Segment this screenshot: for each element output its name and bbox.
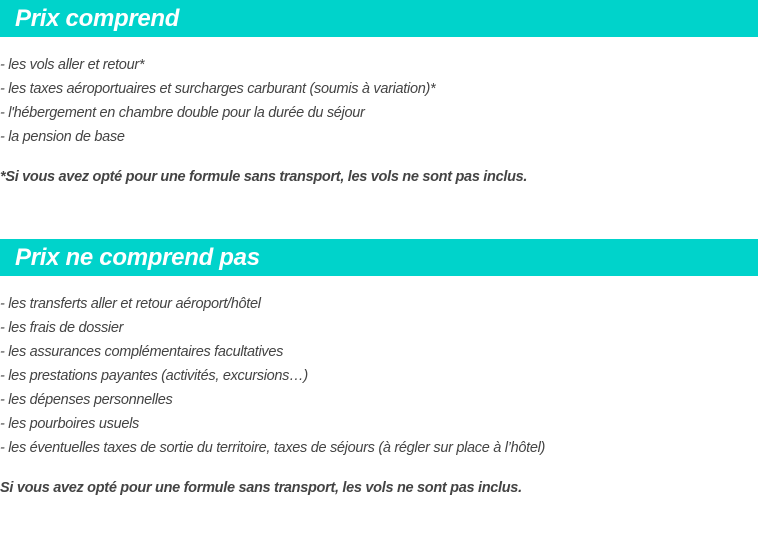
list-item: - les frais de dossier bbox=[0, 320, 124, 336]
list-item: - les assurances complémentaires facultatives bbox=[0, 344, 284, 360]
included-note: *Si vous avez opté pour une formule sans transport, les vols ne sont pas inclus. bbox=[0, 169, 528, 185]
list-item: - l'hébergement en chambre double pour la durée du séjour bbox=[0, 105, 365, 121]
section-header-not-included bbox=[0, 239, 758, 276]
list-item: - les transferts aller et retour aéroport/hôtel bbox=[0, 296, 261, 312]
list-item: - les dépenses personnelles bbox=[0, 392, 173, 408]
included-list bbox=[0, 53, 435, 149]
list-item: - les taxes aéroportuaires et surcharges carburant (soumis à variation)* bbox=[0, 81, 436, 97]
section-title: Prix comprend bbox=[15, 5, 180, 32]
list-item: - les vols aller et retour* bbox=[0, 57, 145, 73]
list-item: - les éventuelles taxes de sortie du territoire, taxes de séjours (à régler sur place à l’hôtel) bbox=[0, 440, 546, 456]
list-item: - les prestations payantes (activités, excursions…) bbox=[0, 368, 308, 384]
not-included-note: Si vous avez opté pour une formule sans transport, les vols ne sont pas inclus. bbox=[0, 480, 522, 496]
section-title: Prix ne comprend pas bbox=[15, 244, 260, 271]
list-item: - les pourboires usuels bbox=[0, 416, 139, 432]
section-header-included bbox=[0, 0, 758, 37]
list-item: - la pension de base bbox=[0, 129, 125, 145]
not-included-list bbox=[0, 292, 545, 460]
